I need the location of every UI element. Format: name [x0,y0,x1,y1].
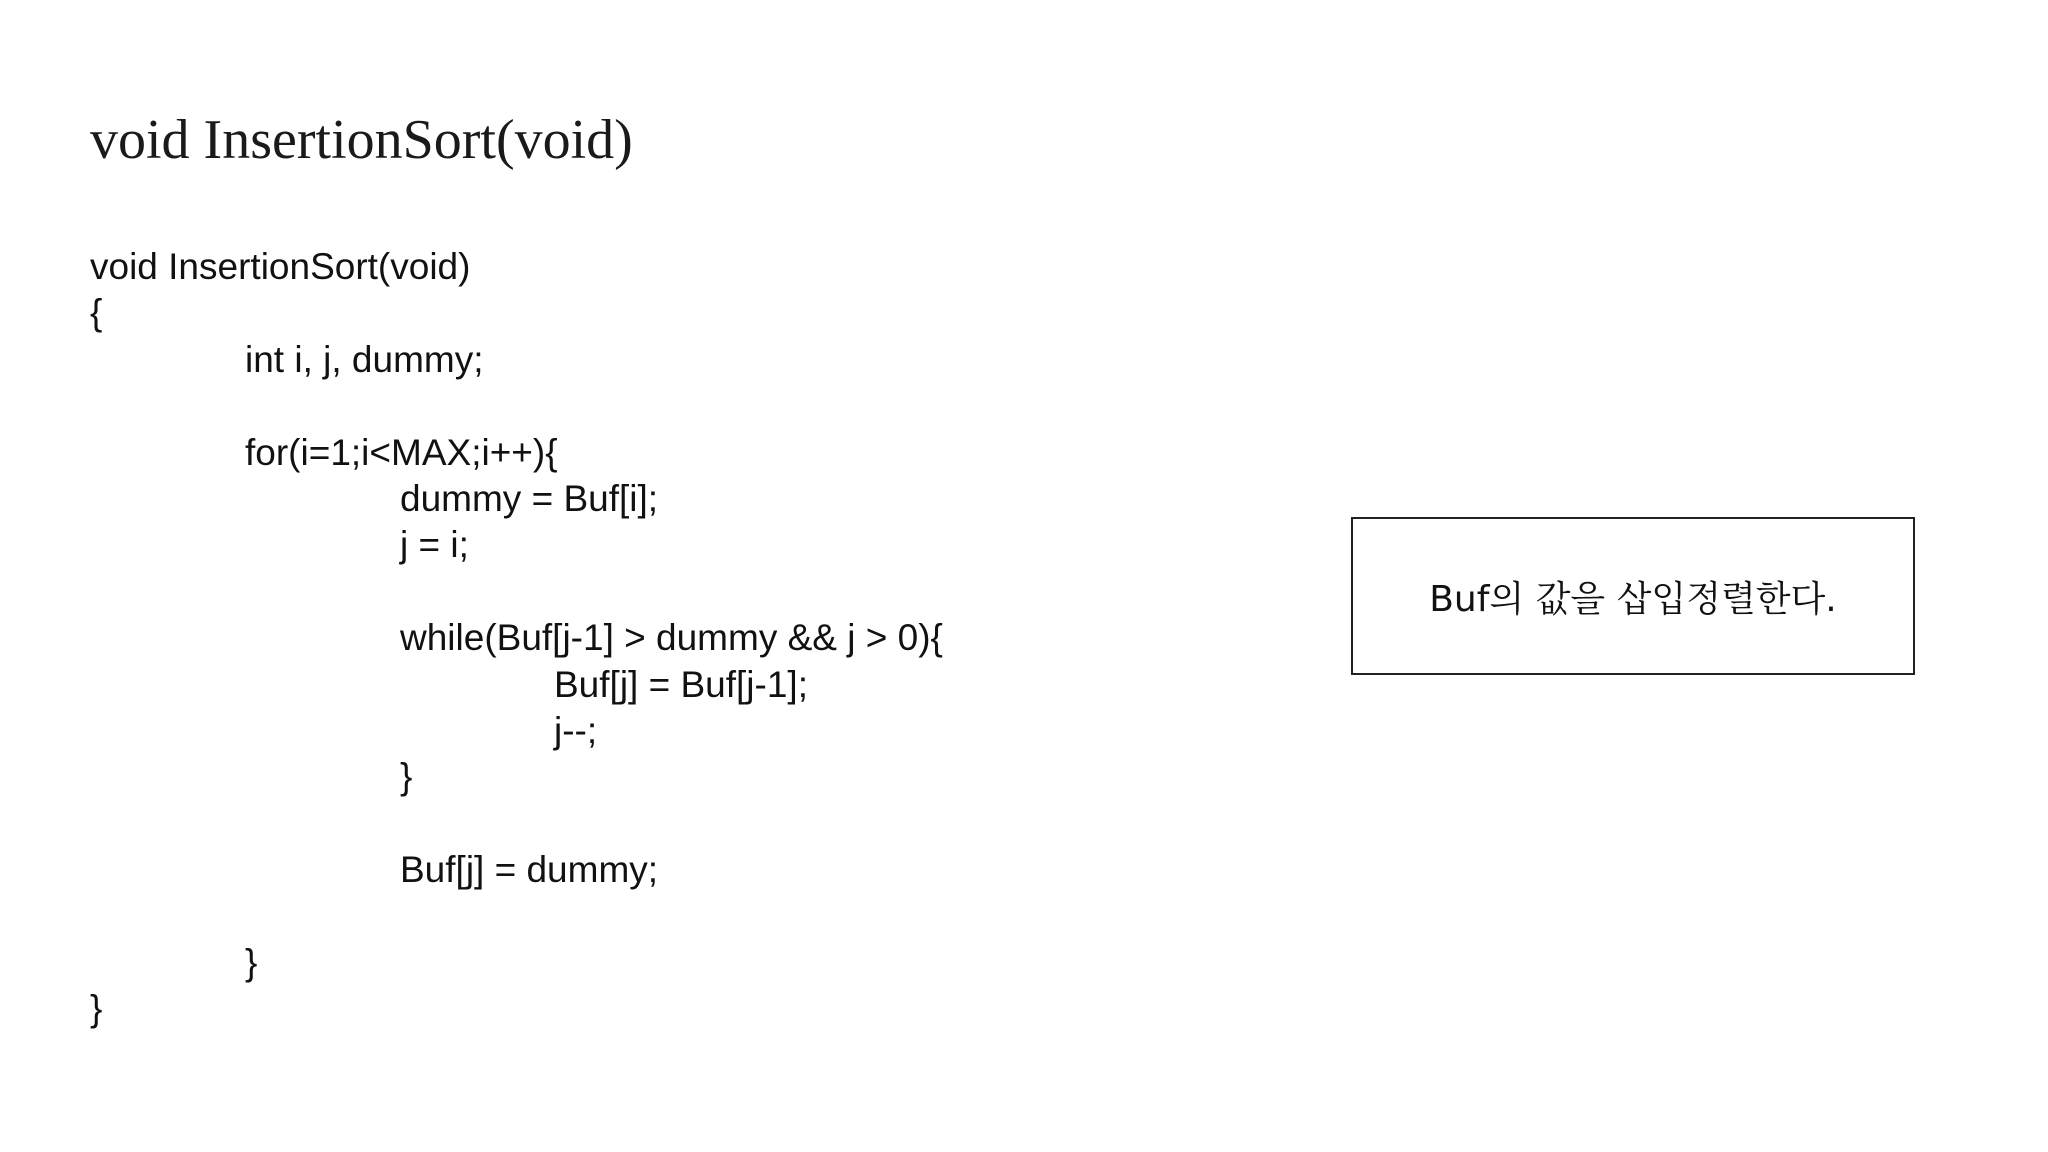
code-line: int i, j, dummy; [245,338,484,380]
code-line: dummy = Buf[i]; [400,477,659,519]
code-line: Buf[j] = dummy; [400,849,659,891]
code-line: } [90,988,103,1030]
code-line: void InsertionSort(void) [90,246,471,287]
code-line: while(Buf[j-1] > dummy && j > 0){ [400,617,943,659]
note-box [1351,517,1915,675]
code-line: Buf[j] = Buf[j-1]; [554,663,808,705]
code-line [90,893,1290,939]
code-line: j = i; [400,524,469,566]
code-block [90,244,1290,1033]
code-line: } [245,941,258,983]
code-line [90,383,1290,429]
code-line: { [90,292,103,334]
note-text: Buf의 값을 삽입정렬한다. [1429,578,1837,620]
code-line [90,801,1290,847]
code-line: for(i=1;i<MAX;i++){ [245,431,558,473]
code-line: j--; [554,709,598,751]
slide-title: void InsertionSort(void) [90,109,633,171]
code-line: } [400,756,413,798]
code-line [90,569,1290,615]
